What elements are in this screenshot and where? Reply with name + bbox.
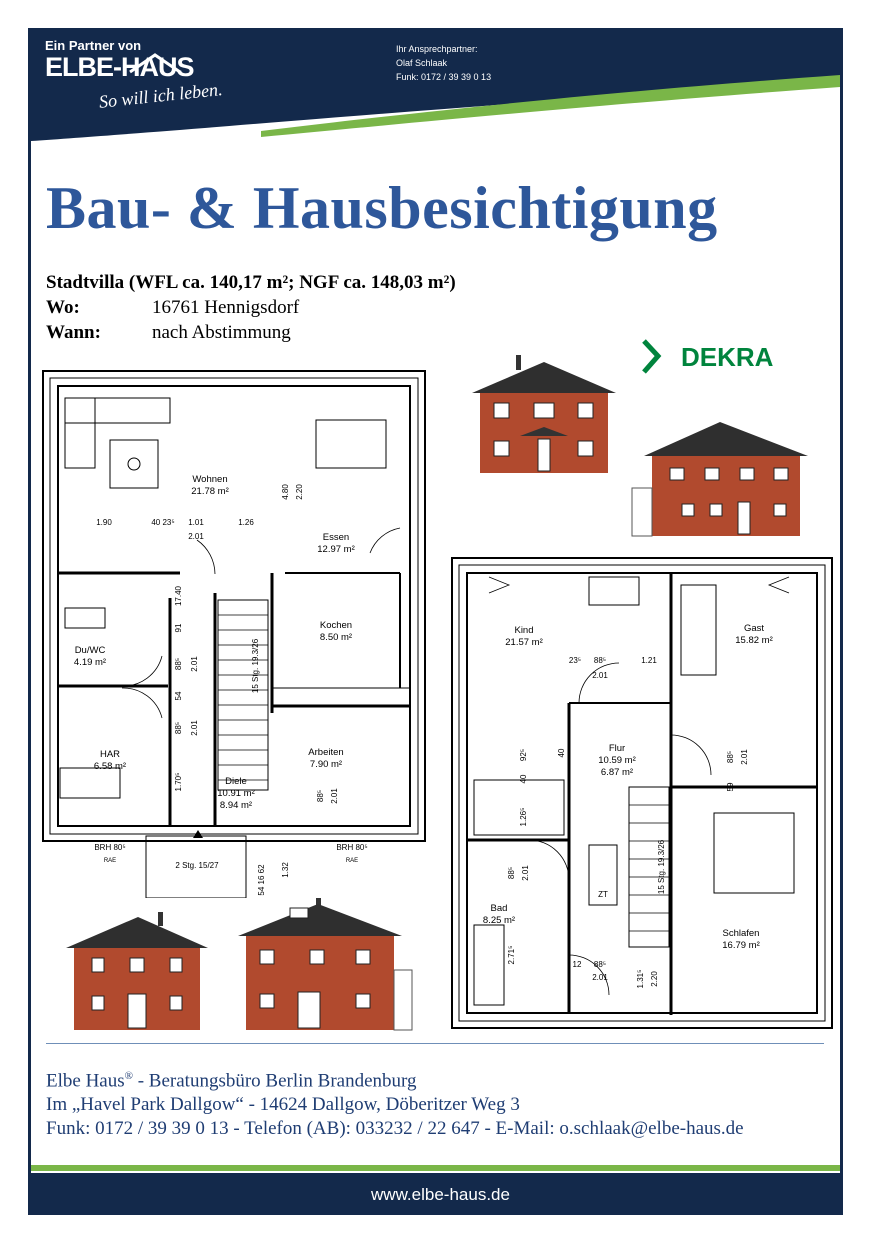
dimension-label: 2.01: [330, 788, 339, 804]
dimension-label: 1.01: [188, 518, 204, 527]
room-name: Diele: [225, 776, 247, 787]
dimension-label: 12: [572, 960, 582, 969]
house-elevation-garden: [238, 898, 414, 1032]
dimension-label: 54 16 62: [257, 864, 266, 896]
room-area: 21.78 m²: [191, 486, 229, 497]
where-value: 16761 Hennigsdorf: [152, 297, 300, 318]
stairs-label: 15 Stg. 19.3/26: [251, 638, 260, 694]
entrance-steps-label: 2 Stg. 15/27: [175, 861, 219, 870]
dimension-label: 91: [174, 623, 183, 633]
dimension-label: 2.01: [190, 720, 199, 736]
website-link[interactable]: www.elbe-haus.de: [371, 1185, 510, 1204]
dimension-label: 2.01: [188, 532, 204, 541]
dimension-label: 1.26⁵: [519, 807, 528, 827]
dimension-label: 88⁵: [174, 721, 183, 735]
room-area: 15.82 m²: [735, 635, 773, 646]
room-area: 6.87 m²: [600, 767, 634, 778]
dimension-label: 2.01: [190, 656, 199, 672]
footer-company-line: [46, 1070, 417, 1092]
dimension-label: 2.01: [521, 865, 530, 881]
brand-logo: ELBE-HAUS: [45, 52, 194, 82]
when-row: [46, 322, 291, 344]
where-row: [46, 297, 300, 319]
brand-slogan: So will ich leben.: [98, 79, 224, 112]
room-name: Arbeiten: [308, 747, 344, 758]
room-area: 7.90 m²: [309, 759, 343, 770]
dimension-label: 2.01: [740, 749, 749, 765]
house-elevation-front: [470, 355, 618, 475]
dimension-label: 1.90: [96, 518, 112, 527]
room-name: Flur: [608, 743, 626, 754]
window-label: RAE: [345, 858, 359, 864]
dimension-label: 88⁵: [316, 789, 325, 803]
room-name: Kind: [514, 625, 534, 636]
upper-floor-plan: [449, 555, 835, 1033]
room-area: 12.97 m²: [317, 544, 355, 555]
window-label: BRH 80⁵: [94, 843, 126, 852]
dimension-label: 2.01: [592, 671, 608, 680]
house-type-text: Stadtvilla (WFL ca. 140,17 m²; NGF ca. 148,03 m²): [46, 272, 456, 293]
roof-icon: [128, 52, 182, 74]
where-label: Wo:: [46, 297, 80, 318]
page-title: Bau- & Hausbesichtigung: [46, 175, 718, 241]
dimension-label: 2.20: [295, 484, 304, 500]
contact-label: Ihr Ansprechpartner:: [396, 44, 478, 54]
room-area: 6.58 m²: [93, 761, 127, 772]
dimension-label: 1.26: [238, 518, 254, 527]
contact-name: Olaf Schlaak: [396, 58, 448, 68]
footer-contact: Funk: 0172 / 39 39 0 13 - Telefon (AB): 033232 / 22 647 - E-Mail: o.schlaak@elbe-haus.de: [46, 1118, 744, 1139]
dimension-label: 92⁵: [519, 748, 528, 762]
house-elevation-side: [630, 420, 810, 538]
dimension-label: 88⁵: [593, 960, 607, 969]
dimension-label: 1.32: [281, 862, 290, 878]
when-label: Wann:: [46, 322, 101, 343]
dimension-label: 88⁵: [174, 657, 183, 671]
registered-mark: ®: [124, 1070, 133, 1082]
room-area: 10.91 m²: [217, 788, 255, 799]
footer-address: Im „Havel Park Dallgow“ - 14624 Dallgow, Döberitzer Weg 3: [46, 1094, 520, 1115]
dimension-label: 88⁵: [593, 656, 607, 665]
dekra-logo: [641, 337, 781, 377]
room-name: Gast: [743, 623, 765, 634]
stairs-label: 15 Stg. 19.3/26: [657, 839, 666, 895]
dimension-label: 2.01: [592, 973, 608, 982]
dimension-label: 40 23⁵: [151, 518, 175, 527]
room-name: Schlafen: [722, 928, 760, 939]
dimension-label: 40: [519, 774, 528, 784]
room-area: 8.94 m²: [219, 800, 253, 811]
dimension-label: 4.80: [281, 484, 290, 500]
zt-label: ZT: [598, 890, 608, 899]
contact-phone: Funk: 0172 / 39 39 0 13: [396, 72, 492, 82]
room-name: Kochen: [319, 620, 353, 631]
dimension-label: 23⁵: [568, 656, 582, 665]
dimension-label: 88⁵: [726, 750, 735, 764]
room-name: Bad: [490, 903, 508, 914]
when-value: nach Abstimmung: [152, 322, 291, 343]
dimension-label: 2.71⁵: [507, 945, 516, 965]
dimension-label: 17.40: [174, 585, 183, 607]
window-label: BRH 80⁵: [336, 843, 368, 852]
house-elevation-back: [66, 912, 210, 1032]
dimension-label: 88⁵: [507, 866, 516, 880]
room-name: Wohnen: [192, 474, 228, 485]
room-area: 10.59 m²: [598, 755, 636, 766]
room-name: Du/WC: [74, 645, 106, 656]
dimension-label: 1.31⁵: [636, 969, 645, 989]
dimension-label: 40: [557, 748, 566, 758]
house-type: [46, 272, 456, 294]
dimension-label: 2.20: [650, 971, 659, 987]
room-area: 16.79 m²: [722, 940, 760, 951]
company-name: Elbe Haus: [46, 1070, 125, 1092]
window-label: RAE: [103, 858, 117, 864]
room-name: Essen: [322, 532, 350, 543]
room-area: 8.25 m²: [482, 915, 516, 926]
ground-floor-plan: [40, 368, 430, 898]
office-name: - Beratungsbüro Berlin Brandenburg: [132, 1070, 417, 1092]
room-area: 8.50 m²: [319, 632, 353, 643]
dimension-label: 1.70⁵: [174, 772, 183, 792]
room-name: HAR: [99, 749, 121, 760]
partner-label: Ein Partner von: [45, 38, 142, 53]
footer-divider: [46, 1043, 824, 1044]
dimension-label: 54: [174, 691, 183, 701]
room-area: 21.57 m²: [505, 637, 543, 648]
dimension-label: 59: [726, 782, 735, 792]
room-area: 4.19 m²: [73, 657, 107, 668]
dimension-label: 1.21: [641, 656, 657, 665]
dekra-label: DEKRA: [681, 342, 774, 372]
